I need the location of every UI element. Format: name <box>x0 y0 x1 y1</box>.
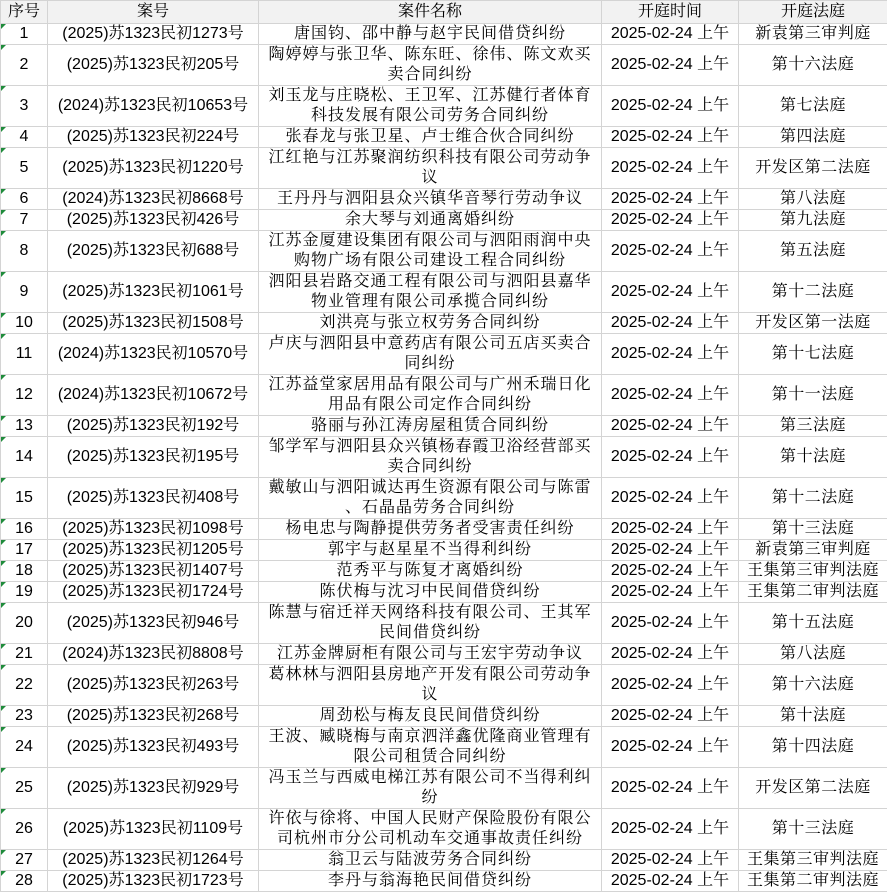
row-courtroom[interactable]: 王集第三审判法庭 <box>739 850 887 871</box>
table-row <box>1 478 887 519</box>
row-hearing-time[interactable]: 2025-02-24 上午 <box>602 706 739 727</box>
row-seq[interactable]: 22 <box>1 665 48 706</box>
row-courtroom[interactable]: 第十三法庭 <box>739 809 887 850</box>
row-courtroom[interactable]: 第九法庭 <box>739 210 887 231</box>
row-case-no[interactable]: (2025)苏1323民初929号 <box>48 768 259 809</box>
row-case-no[interactable]: (2025)苏1323民初688号 <box>48 231 259 272</box>
row-case-name[interactable]: 陈伏梅与沈习中民间借贷纠纷 <box>259 582 602 603</box>
row-courtroom[interactable]: 第八法庭 <box>739 644 887 665</box>
row-case-name[interactable]: 冯玉兰与西威电梯江苏有限公司不当得利纠纷 <box>259 768 602 809</box>
table-row <box>1 561 887 582</box>
table-row <box>1 644 887 665</box>
row-case-no[interactable]: (2025)苏1323民初1724号 <box>48 582 259 603</box>
row-hearing-time[interactable]: 2025-02-24 上午 <box>602 582 739 603</box>
row-courtroom[interactable]: 王集第三审判法庭 <box>739 561 887 582</box>
row-courtroom[interactable]: 第五法庭 <box>739 231 887 272</box>
table-row <box>1 809 887 850</box>
row-hearing-time[interactable]: 2025-02-24 上午 <box>602 416 739 437</box>
row-hearing-time[interactable]: 2025-02-24 上午 <box>602 850 739 871</box>
row-courtroom[interactable]: 王集第二审判法庭 <box>739 582 887 603</box>
table-row <box>1 375 887 416</box>
row-hearing-time[interactable]: 2025-02-24 上午 <box>602 148 739 189</box>
row-courtroom[interactable]: 第十五法庭 <box>739 603 887 644</box>
row-courtroom[interactable]: 开发区第一法庭 <box>739 313 887 334</box>
row-courtroom[interactable]: 第十六法庭 <box>739 665 887 706</box>
row-case-no[interactable]: (2025)苏1323民初408号 <box>48 478 259 519</box>
row-seq[interactable]: 24 <box>1 727 48 768</box>
header-hearing-time[interactable]: 开庭时间 <box>602 1 739 24</box>
row-case-name[interactable]: 卢庆与泗阳县中意药店有限公司五店买卖合同纠纷 <box>259 334 602 375</box>
table-row <box>1 127 887 148</box>
row-seq[interactable]: 28 <box>1 871 48 892</box>
row-case-name[interactable]: 许依与徐将、中国人民财产保险股份有限公司杭州市分公司机动车交通事故责任纠纷 <box>259 809 602 850</box>
header-case-no[interactable]: 案号 <box>48 1 259 24</box>
row-hearing-time[interactable]: 2025-02-24 上午 <box>602 231 739 272</box>
row-case-no[interactable]: (2024)苏1323民初8668号 <box>48 189 259 210</box>
row-case-no[interactable]: (2025)苏1323民初224号 <box>48 127 259 148</box>
table-row <box>1 45 887 86</box>
row-hearing-time[interactable]: 2025-02-24 上午 <box>602 561 739 582</box>
row-seq[interactable]: 19 <box>1 582 48 603</box>
table-header <box>1 1 887 24</box>
row-case-no[interactable]: (2024)苏1323民初10672号 <box>48 375 259 416</box>
row-hearing-time[interactable]: 2025-02-24 上午 <box>602 210 739 231</box>
row-hearing-time[interactable]: 2025-02-24 上午 <box>602 478 739 519</box>
row-case-no[interactable]: (2025)苏1323民初1109号 <box>48 809 259 850</box>
table-row <box>1 727 887 768</box>
table-row <box>1 706 887 727</box>
row-case-name[interactable]: 唐国钧、邵中静与赵宇民间借贷纠纷 <box>259 24 602 45</box>
row-seq[interactable]: 15 <box>1 478 48 519</box>
row-case-no[interactable]: (2024)苏1323民初8808号 <box>48 644 259 665</box>
row-courtroom[interactable]: 第十法庭 <box>739 437 887 478</box>
row-hearing-time[interactable]: 2025-02-24 上午 <box>602 313 739 334</box>
table-row <box>1 416 887 437</box>
row-case-name[interactable]: 骆丽与孙江涛房屋租赁合同纠纷 <box>259 416 602 437</box>
header-seq[interactable]: 序号 <box>1 1 48 24</box>
header-courtroom[interactable]: 开庭法庭 <box>739 1 887 24</box>
row-case-no[interactable]: (2025)苏1323民初205号 <box>48 45 259 86</box>
row-seq[interactable]: 26 <box>1 809 48 850</box>
row-case-name[interactable]: 江苏金牌厨柜有限公司与王宏宇劳动争议 <box>259 644 602 665</box>
row-case-name[interactable]: 刘洪亮与张立权劳务合同纠纷 <box>259 313 602 334</box>
row-seq[interactable]: 11 <box>1 334 48 375</box>
row-courtroom[interactable]: 新袁第三审判庭 <box>739 540 887 561</box>
row-case-no[interactable]: (2024)苏1323民初10653号 <box>48 86 259 127</box>
row-case-no[interactable]: (2025)苏1323民初1508号 <box>48 313 259 334</box>
table-row <box>1 850 887 871</box>
row-seq[interactable]: 9 <box>1 272 48 313</box>
row-hearing-time[interactable]: 2025-02-24 上午 <box>602 768 739 809</box>
table-row <box>1 540 887 561</box>
row-case-no[interactable]: (2025)苏1323民初192号 <box>48 416 259 437</box>
table-row <box>1 272 887 313</box>
row-case-no[interactable]: (2025)苏1323民初1098号 <box>48 519 259 540</box>
table-row <box>1 519 887 540</box>
row-hearing-time[interactable]: 2025-02-24 上午 <box>602 665 739 706</box>
row-case-no[interactable]: (2025)苏1323民初1205号 <box>48 540 259 561</box>
row-case-no[interactable]: (2025)苏1323民初1061号 <box>48 272 259 313</box>
row-hearing-time[interactable]: 2025-02-24 上午 <box>602 437 739 478</box>
row-seq[interactable]: 4 <box>1 127 48 148</box>
table-row <box>1 231 887 272</box>
row-hearing-time[interactable]: 2025-02-24 上午 <box>602 519 739 540</box>
row-courtroom[interactable]: 第十法庭 <box>739 706 887 727</box>
row-case-no[interactable]: (2025)苏1323民初268号 <box>48 706 259 727</box>
table-row <box>1 313 887 334</box>
row-hearing-time[interactable]: 2025-02-24 上午 <box>602 272 739 313</box>
row-hearing-time[interactable]: 2025-02-24 上午 <box>602 871 739 892</box>
row-courtroom[interactable]: 新袁第三审判庭 <box>739 24 887 45</box>
table-row <box>1 24 887 45</box>
row-case-no[interactable]: (2025)苏1323民初946号 <box>48 603 259 644</box>
table-body <box>1 24 887 892</box>
row-case-name[interactable]: 王丹丹与泗阳县众兴镇华音琴行劳动争议 <box>259 189 602 210</box>
row-case-name[interactable]: 刘玉龙与庄晓松、王卫军、江苏健行者体育科技发展有限公司劳务合同纠纷 <box>259 86 602 127</box>
row-courtroom[interactable]: 第七法庭 <box>739 86 887 127</box>
table-row <box>1 665 887 706</box>
row-courtroom[interactable]: 第三法庭 <box>739 416 887 437</box>
row-case-name[interactable]: 张春龙与张卫星、卢士维合伙合同纠纷 <box>259 127 602 148</box>
row-case-name[interactable]: 范秀平与陈复才离婚纠纷 <box>259 561 602 582</box>
row-case-name[interactable]: 戴敏山与泗阳诚达再生资源有限公司与陈雷、石晶晶劳务合同纠纷 <box>259 478 602 519</box>
row-case-name[interactable]: 余大琴与刘通离婚纠纷 <box>259 210 602 231</box>
row-seq[interactable]: 14 <box>1 437 48 478</box>
row-courtroom[interactable]: 开发区第二法庭 <box>739 768 887 809</box>
table-row <box>1 437 887 478</box>
row-seq[interactable]: 13 <box>1 416 48 437</box>
row-case-no[interactable]: (2025)苏1323民初195号 <box>48 437 259 478</box>
row-hearing-time[interactable]: 2025-02-24 上午 <box>602 45 739 86</box>
row-case-no[interactable]: (2025)苏1323民初1723号 <box>48 871 259 892</box>
row-case-no[interactable]: (2025)苏1323民初426号 <box>48 210 259 231</box>
row-courtroom[interactable]: 开发区第二法庭 <box>739 148 887 189</box>
row-seq[interactable]: 5 <box>1 148 48 189</box>
row-courtroom[interactable]: 第八法庭 <box>739 189 887 210</box>
row-courtroom[interactable]: 第十二法庭 <box>739 272 887 313</box>
table-row <box>1 86 887 127</box>
row-case-no[interactable]: (2025)苏1323民初1220号 <box>48 148 259 189</box>
row-case-name[interactable]: 江苏金厦建设集团有限公司与泗阳雨润中央购物广场有限公司建设工程合同纠纷 <box>259 231 602 272</box>
table-row <box>1 189 887 210</box>
row-case-name[interactable]: 郭宇与赵星星不当得利纠纷 <box>259 540 602 561</box>
row-hearing-time[interactable]: 2025-02-24 上午 <box>602 644 739 665</box>
table-row <box>1 603 887 644</box>
row-seq[interactable]: 2 <box>1 45 48 86</box>
table-row <box>1 582 887 603</box>
row-case-no[interactable]: (2025)苏1323民初1273号 <box>48 24 259 45</box>
header-case-name[interactable]: 案件名称 <box>259 1 602 24</box>
row-hearing-time[interactable]: 2025-02-24 上午 <box>602 603 739 644</box>
row-seq[interactable]: 21 <box>1 644 48 665</box>
table-row <box>1 210 887 231</box>
row-seq[interactable]: 10 <box>1 313 48 334</box>
row-seq[interactable]: 6 <box>1 189 48 210</box>
row-case-name[interactable]: 邹学军与泗阳县众兴镇杨春霞卫浴经营部买卖合同纠纷 <box>259 437 602 478</box>
row-hearing-time[interactable]: 2025-02-24 上午 <box>602 334 739 375</box>
row-hearing-time[interactable]: 2025-02-24 上午 <box>602 540 739 561</box>
row-case-name[interactable]: 周劲松与梅友良民间借贷纠纷 <box>259 706 602 727</box>
row-hearing-time[interactable]: 2025-02-24 上午 <box>602 727 739 768</box>
row-seq[interactable]: 3 <box>1 86 48 127</box>
row-seq[interactable]: 27 <box>1 850 48 871</box>
row-seq[interactable]: 20 <box>1 603 48 644</box>
row-case-no[interactable]: (2025)苏1323民初493号 <box>48 727 259 768</box>
row-seq[interactable]: 23 <box>1 706 48 727</box>
row-case-name[interactable]: 葛林林与泗阳县房地产开发有限公司劳动争议 <box>259 665 602 706</box>
row-case-name[interactable]: 翁卫云与陆波劳务合同纠纷 <box>259 850 602 871</box>
header-row <box>1 1 887 24</box>
table-row <box>1 871 887 892</box>
row-case-name[interactable]: 江苏益堂家居用品有限公司与广州禾瑞日化用品有限公司定作合同纠纷 <box>259 375 602 416</box>
row-courtroom[interactable]: 第十四法庭 <box>739 727 887 768</box>
row-case-no[interactable]: (2025)苏1323民初263号 <box>48 665 259 706</box>
row-case-no[interactable]: (2025)苏1323民初1407号 <box>48 561 259 582</box>
row-case-name[interactable]: 王波、臧晓梅与南京泗洋鑫优隆商业管理有限公司租赁合同纠纷 <box>259 727 602 768</box>
row-case-name[interactable]: 陈慧与宿迁祥天网络科技有限公司、王其军民间借贷纠纷 <box>259 603 602 644</box>
row-courtroom[interactable]: 第十二法庭 <box>739 478 887 519</box>
row-hearing-time[interactable]: 2025-02-24 上午 <box>602 375 739 416</box>
row-courtroom[interactable]: 第十七法庭 <box>739 334 887 375</box>
row-hearing-time[interactable]: 2025-02-24 上午 <box>602 127 739 148</box>
table-row <box>1 334 887 375</box>
row-seq[interactable]: 7 <box>1 210 48 231</box>
row-case-name[interactable]: 江红艳与江苏聚润纺织科技有限公司劳动争议 <box>259 148 602 189</box>
row-courtroom[interactable]: 第十六法庭 <box>739 45 887 86</box>
row-seq[interactable]: 16 <box>1 519 48 540</box>
row-case-no[interactable]: (2025)苏1323民初1264号 <box>48 850 259 871</box>
row-courtroom[interactable]: 第十三法庭 <box>739 519 887 540</box>
row-hearing-time[interactable]: 2025-02-24 上午 <box>602 809 739 850</box>
row-seq[interactable]: 12 <box>1 375 48 416</box>
row-case-name[interactable]: 泗阳县岩路交通工程有限公司与泗阳县嘉华物业管理有限公司承揽合同纠纷 <box>259 272 602 313</box>
row-case-name[interactable]: 陶婷婷与张卫华、陈东旺、徐伟、陈文欢买卖合同纠纷 <box>259 45 602 86</box>
table-row <box>1 148 887 189</box>
table-row <box>1 768 887 809</box>
row-hearing-time[interactable]: 2025-02-24 上午 <box>602 24 739 45</box>
row-hearing-time[interactable]: 2025-02-24 上午 <box>602 189 739 210</box>
row-courtroom[interactable]: 第十一法庭 <box>739 375 887 416</box>
row-seq[interactable]: 1 <box>1 24 48 45</box>
row-case-no[interactable]: (2024)苏1323民初10570号 <box>48 334 259 375</box>
row-seq[interactable]: 18 <box>1 561 48 582</box>
row-seq[interactable]: 25 <box>1 768 48 809</box>
row-case-name[interactable]: 李丹与翁海艳民间借贷纠纷 <box>259 871 602 892</box>
row-case-name[interactable]: 杨电忠与陶静提供劳务者受害责任纠纷 <box>259 519 602 540</box>
row-courtroom[interactable]: 王集第二审判法庭 <box>739 871 887 892</box>
row-courtroom[interactable]: 第四法庭 <box>739 127 887 148</box>
row-seq[interactable]: 8 <box>1 231 48 272</box>
row-hearing-time[interactable]: 2025-02-24 上午 <box>602 86 739 127</box>
row-seq[interactable]: 17 <box>1 540 48 561</box>
